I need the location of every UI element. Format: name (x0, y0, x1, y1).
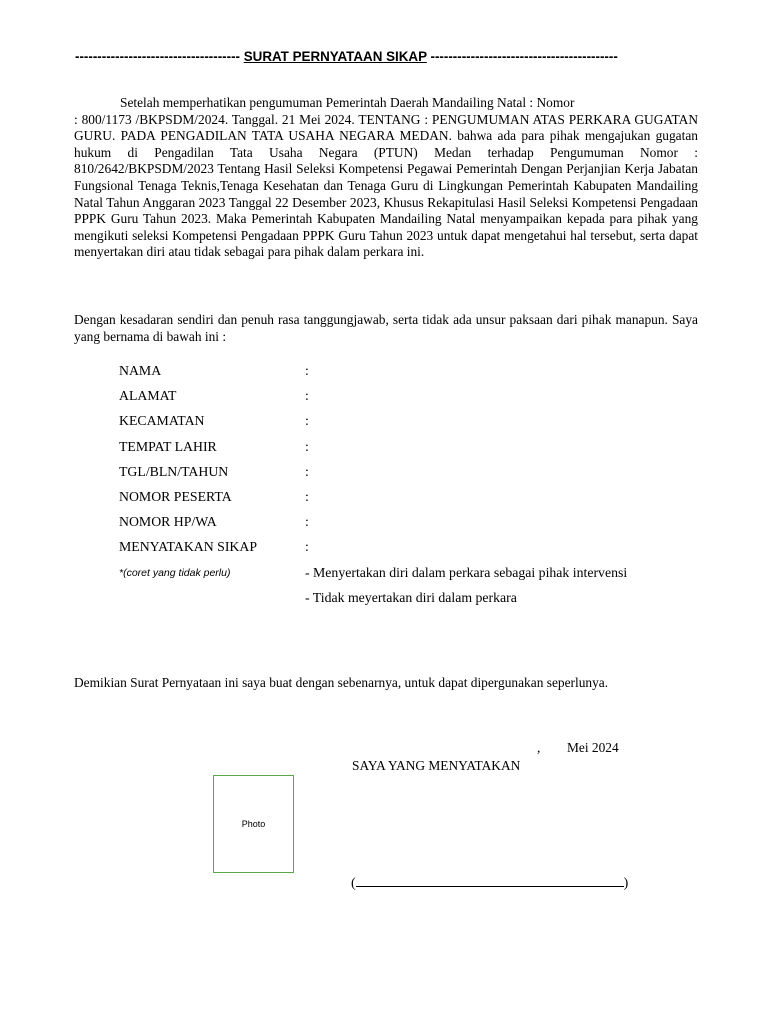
title-dashes-left: ------------------------------------- (75, 49, 240, 64)
strike-out-note: *(coret yang tidak perlu) (119, 567, 231, 579)
option-not-join: - Tidak meyertakan diri dalam perkara (305, 590, 517, 605)
intro-paragraph (74, 95, 698, 261)
photo-placeholder (213, 775, 294, 873)
field-label: ALAMAT (119, 388, 177, 404)
declaration-text: Dengan kesadaran sendiri dan penuh rasa tanggungjawab, serta tidak ada unsur paksaan dari pihak manapun. Saya yang bernama di bawah ini : (74, 312, 698, 344)
field-colon: : (305, 363, 309, 378)
field-colon: : (305, 413, 309, 429)
signature-line (351, 872, 628, 892)
field-colon: : (305, 514, 309, 530)
signer-heading: SAYA YANG MENYATAKAN (352, 758, 521, 773)
intro-body-text: : 800/1173 /BKPSDM/2024. Tanggal. 21 Mei 2024. TENTANG : PENGUMUMAN ATAS PERKARA GUGATAN GURU. PADA PENGADILAN TATA USAHA NEGARA MEDAN. bahwa ada para pihak mengajukan gugatan hukum di Pengadilan Tata Usaha Negara (PTUN) Medan terhadap Pengumuman Nomor : 810/2642/BKPSDM/2023 Tentang Hasil Seleksi Kompetensi Pegawai Pemerintah Dengan Perjanjian Kerja Jabatan Fungsional Tenaga Teknis,Tenaga Kesehatan dan Tenaga Guru di Lingkungan Pemerintah Kabupaten Mandailing Natal Tahun Anggaran 2023 Tanggal 22 Desember 2023, Khusus Rekapitulasi Hasil Seleksi Kompetensi Pengadaan PPPK Guru Tahun 2023. Maka Pemerintah Kabupaten Mandailing Natal menyampaikan kepada para pihak yang mengikuti seleksi Kompetensi Pengadaan PPPK Guru Tahun 2023 untuk dapat mengetahui hal tersebut, serta dapat menyertakan diri atau tidak sebagai para pihak dalam perkara ini. (74, 111, 698, 260)
intro-first-line: Setelah memperhatikan pengumuman Pemerintah Daerah Mandailing Natal : Nomor (120, 95, 575, 110)
date-line (537, 740, 619, 756)
field-colon: : (305, 463, 309, 479)
field-colon: : (305, 539, 309, 555)
field-label: MENYATAKAN SIKAP (119, 539, 258, 555)
field-colon: : (305, 388, 309, 404)
document-title (75, 49, 697, 64)
field-label: NOMOR PESERTA (119, 488, 232, 504)
closing-text: Demikian Surat Pernyataan ini saya buat dengan sebenarnya, untuk dapat dipergunakan seperlunya. (74, 675, 609, 690)
field-colon: : (305, 438, 309, 454)
date-text: Mei 2024 (567, 740, 619, 755)
declaration-paragraph (74, 312, 698, 345)
field-label: KECAMATAN (119, 413, 205, 429)
signature-open-paren: ( (351, 876, 356, 891)
field-label: TGL/BLN/TAHUN (119, 463, 229, 479)
photo-label: Photo (241, 819, 266, 829)
signature-close-paren: ) (623, 876, 629, 891)
field-label: TEMPAT LAHIR (119, 438, 217, 454)
field-colon: : (305, 488, 309, 504)
title-dashes-right: ------------------------------------------ (430, 49, 618, 64)
date-comma: , (537, 740, 541, 755)
option-join-intervention: - Menyertakan diri dalam perkara sebagai pihak intervensi (305, 565, 628, 580)
field-label: NOMOR HP/WA (119, 514, 217, 530)
closing-paragraph (74, 675, 698, 692)
field-label: NAMA (119, 363, 162, 378)
signature-blank (356, 872, 624, 887)
title-text: SURAT PERNYATAAN SIKAP (243, 49, 427, 64)
